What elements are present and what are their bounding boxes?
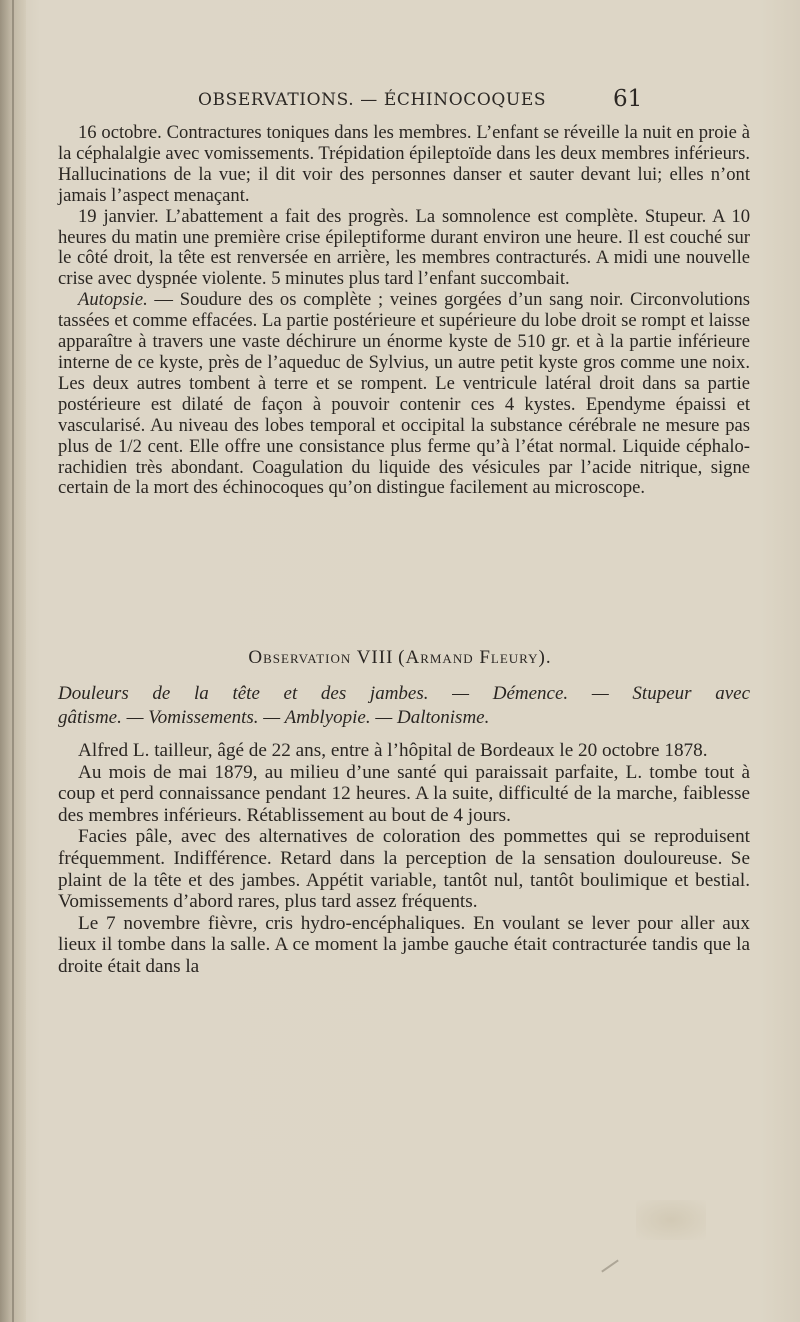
observation-heading	[0, 647, 800, 669]
observation-label: Observation VIII	[248, 647, 394, 668]
observation-author: (Armand Fleury).	[398, 647, 552, 668]
paper-stain	[636, 1200, 706, 1240]
running-header	[0, 86, 800, 114]
paragraph-autopsie	[58, 290, 750, 499]
page-number: 61	[613, 86, 643, 112]
summary-line-1: Douleurs de la tête et des jambes. — Démence. — Stupeur avec	[58, 683, 750, 704]
observation-summary	[58, 682, 750, 730]
running-title: OBSERVATIONS. — ÉCHINOCOQUES	[198, 90, 547, 110]
ink-mark	[601, 1259, 619, 1272]
case-continuation-text	[58, 123, 750, 499]
autopsie-label: Autopsie.	[78, 289, 148, 311]
observation-viii-text	[58, 740, 750, 978]
paragraph-19-janvier: 19 janvier. L’abattement a fait des progrès. La somnolence est complète. Stupeur. A 10 heures du matin une première crise épileptiforme durant environ une heure. Il est couché sur le côté droit, la tête est renversée en arrière, les membres contracturés. A midi une nouvelle crise avec dyspnée violente. 5 minutes plus tard l’enfant succombait.	[58, 205, 750, 290]
paragraph-admission: Alfred L. tailleur, âgé de 22 ans, entre à l’hôpital de Bordeaux le 20 octobre 1878.	[78, 740, 708, 761]
paragraph-16-octobre: 16 octobre. Contractures toniques dans les membres. L’enfant se réveille la nuit en proie à la céphalalgie avec vomissements. Trépidation épileptoïde dans les deux membres inférieurs. Hallucinations de la vue; il dit voir des personnes danser et sauter devant lui; elles n’ont jamais l’aspect menaçant.	[58, 122, 750, 206]
paragraph-mai-1879: Au mois de mai 1879, au milieu d’une santé qui paraissait parfaite, L. tombe tout à coup et perd connaissance pendant 12 heures. A la suite, difficulté de la marche, faiblesse des membres inférieurs. Rétablissement au bout de 4 jours.	[58, 761, 750, 826]
autopsie-text: — Soudure des os complète ; veines gorgées d’un sang noir. Circonvolutions tassées et comme effacées. La partie postérieure et supérieure du lobe droit se rompt et laisse apparaître à travers une vaste déchirure un énorme kyste de 510 gr. et à la partie inférieure interne de ce kyste, près de l’aqueduc de Sylvius, un autre petit kyste gros comme une noix. Les deux autres tombent à terre et se rompent. Le ventricule latéral droit dans sa partie postérieure est dilaté de façon à pouvoir contenir ces 4 kystes. Ependyme épaissi et vascularisé. Au niveau des lobes temporal et occipital la substance cérébrale ne mesure pas plus de 1/2 cent. Elle offre une consistance plus ferme qu’à l’état normal. Liquide céphalo-rachidien très abondant. Coagulation du liquide des vésicules par l’acide nitrique, signe certain de la mort des échinocoques qu’on distingue facilement au microscope.	[58, 289, 750, 499]
summary-line-2: gâtisme. — Vomissements. — Amblyopie. — Daltonisme.	[58, 707, 490, 728]
paragraph-7-novembre: Le 7 novembre fièvre, cris hydro-encéphaliques. En voulant se lever pour aller aux lieux il tombe dans la salle. A ce moment la jambe gauche était contracturée tandis que la droite était dans la	[58, 912, 750, 977]
paragraph-facies: Facies pâle, avec des alternatives de coloration des pommettes qui se reproduisent fréquemment. Indifférence. Retard dans la perception de la sensation douloureuse. Se plaint de la tête et des jambes. Appétit variable, tantôt nul, tantôt boulimique et bestial. Vomissements d’abord rares, plus tard assez fréquents.	[58, 826, 750, 913]
